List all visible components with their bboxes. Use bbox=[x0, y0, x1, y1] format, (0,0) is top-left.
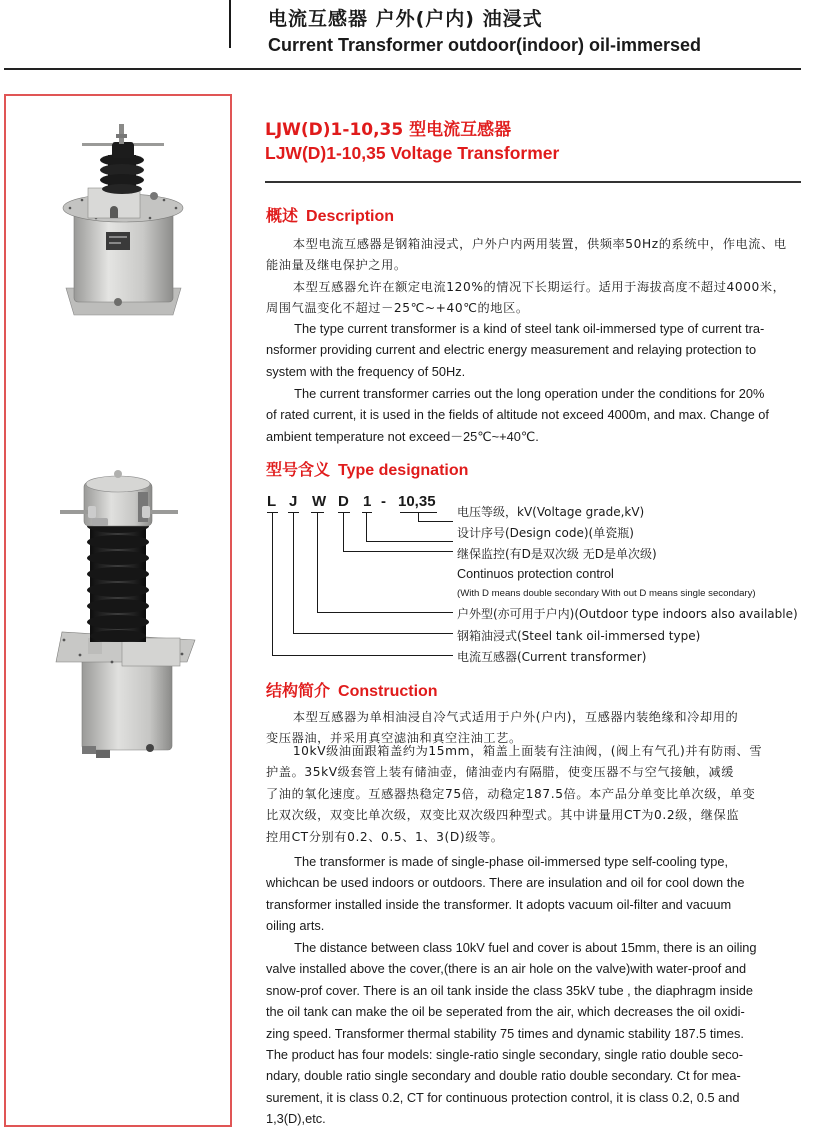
tree-connector-line bbox=[293, 512, 294, 634]
construction-heading-en: Construction bbox=[338, 683, 438, 700]
text-line: 护盖。35kV级套管上装有储油壶，储油壶内有隔腊，使变压器不与空气接触，减缓 bbox=[266, 765, 735, 780]
code-char-1: 1 bbox=[363, 493, 372, 510]
type-label-current-transformer: 电流互感器(Current transformer) bbox=[457, 650, 647, 664]
construction-heading bbox=[266, 678, 438, 701]
text-line: The current transformer carries out the long operation under the conditions for 20% bbox=[294, 386, 765, 401]
tree-connector-line bbox=[366, 512, 367, 542]
tree-connector-line bbox=[343, 551, 453, 552]
text-line: valve installed above the cover,(there is an air hole on the valve)with water-proof and bbox=[266, 961, 747, 977]
tree-connector-line bbox=[338, 512, 350, 513]
text-line: 了油的氧化速度。互感器热稳定75倍，动稳定187.5倍。本产品分单变比单次级，单变 bbox=[266, 786, 756, 801]
type-label-protection-note: (With D means double secondary With out D means single secondary) bbox=[457, 588, 756, 599]
text-line: 本型互感器为单相油浸自冷气式适用于户外(户内)，互感器内装绝缘和冷却用的 bbox=[292, 710, 739, 724]
text-line: 本型电流互感器是钢箱油浸式，户外户内两用装置，供频率50Hz的系统中，作电流、电 bbox=[292, 237, 787, 251]
tree-connector-line bbox=[317, 612, 453, 613]
type-label-protection-zh: 继保监控(有D是双次级 无D是单次级) bbox=[457, 547, 657, 561]
code-char-D: D bbox=[338, 493, 349, 510]
construction-paragraph-en-2 bbox=[266, 937, 804, 1130]
text-line: 10kV级油面跟箱盖约为15mm，箱盖上面装有注油阀，(阀上有气孔)并有防雨、雪 bbox=[292, 744, 763, 758]
construction-paragraph-en-1 bbox=[266, 851, 804, 937]
type-label-design-code: 设计序号(Design code)(单瓷瓶) bbox=[457, 526, 634, 540]
tree-connector-line bbox=[272, 512, 273, 656]
text-line: 能油量及继电保护之用。 bbox=[266, 258, 407, 273]
tree-connector-line bbox=[362, 512, 372, 513]
type-label-steel-tank: 钢箱油浸式(Steel tank oil-immersed type) bbox=[457, 629, 701, 643]
text-line: 1,3(D),etc. bbox=[266, 1111, 326, 1127]
code-char-L: L bbox=[267, 493, 277, 510]
text-line: whichcan be used indoors or outdoors. There are insulation and oil for cool down the bbox=[266, 875, 745, 891]
text-line: system with the frequency of 50Hz. bbox=[266, 363, 466, 379]
text-line: The distance between class 10kV fuel and cover is about 15mm, there is an oiling bbox=[294, 940, 757, 955]
code-char-voltage: 10,35 bbox=[398, 493, 436, 510]
code-char-W: W bbox=[312, 493, 327, 510]
construction-heading-zh: 结构简介 bbox=[266, 681, 331, 700]
text-line: oiling arts. bbox=[266, 918, 325, 934]
type-designation-heading-zh: 型号含义 bbox=[266, 460, 331, 479]
description-heading-zh: 概述 bbox=[266, 206, 299, 225]
text-line: 变压器油，并采用真空滤油和真空注油工艺。 bbox=[266, 731, 522, 746]
text-line: The transformer is made of single-phase oil-immersed type self-cooling type, bbox=[294, 854, 729, 869]
text-line: 本型互感器允许在额定电流120%的情况下长期运行。适用于海拔高度不超过4000米， bbox=[292, 280, 786, 294]
text-line: 控用CT分别有0.2、0.5、1、3(D)级等。 bbox=[266, 829, 504, 844]
type-designation-heading-en: Type designation bbox=[338, 462, 469, 479]
tree-connector-line bbox=[317, 512, 318, 613]
tree-connector-line bbox=[366, 541, 453, 542]
construction-paragraph-zh-2 bbox=[266, 741, 804, 848]
code-char-J: J bbox=[289, 493, 298, 510]
type-label-protection-en: Continuos protection control bbox=[457, 567, 614, 581]
text-line: ndary, double ratio single secondary and double ratio double secondary. Ct for mea- bbox=[266, 1068, 741, 1084]
text-line: nsformer providing current and electric energy measurement and relaying protection to bbox=[266, 342, 757, 358]
text-line: surement, it is class 0.2, CT for continuous protection control, it is class 0.2, 0.5 and bbox=[266, 1089, 740, 1105]
text-line: the oil tank can make the oil be seperated from the air, which decreases the oil oxidi- bbox=[266, 1004, 745, 1020]
description-heading-en: Description bbox=[306, 208, 395, 225]
text-line: 周围气温变化不超过－25℃~+40℃的地区。 bbox=[266, 301, 529, 316]
tree-connector-line bbox=[272, 655, 453, 656]
tree-connector-line bbox=[343, 512, 344, 552]
text-line: 比双次级，双变比单次级，双变比双次级四种型式。其中讲量用CT为0.2级，继保监 bbox=[266, 808, 740, 823]
text-line: The product has four models: single-ratio single secondary, single ratio double seco- bbox=[266, 1047, 744, 1063]
page-title-en: Current Transformer outdoor(indoor) oil-immersed bbox=[268, 35, 702, 55]
type-label-voltage-grade: 电压等级，kV(Voltage grade,kV) bbox=[457, 505, 645, 519]
type-label-outdoor-type: 户外型(亦可用于户内)(Outdoor type indoors also available) bbox=[457, 607, 798, 621]
text-line: snow-prof cover. There is an oil tank inside the class 35kV tube , the diaphragm inside bbox=[266, 982, 754, 998]
text-line: transformer installed inside the transformer. It adopts vacuum oil-filter and vacuum bbox=[266, 896, 732, 912]
tree-connector-line bbox=[293, 633, 453, 634]
code-char-dash: - bbox=[381, 493, 386, 510]
tree-connector-line bbox=[418, 521, 453, 522]
text-line: of rated current, it is used in the fields of altitude not exceed 4000m, and max. Change of bbox=[266, 407, 769, 423]
product-title-en: LJW(D)1-10,35 Voltage Transformer bbox=[265, 143, 560, 163]
text-line: ambient temperature not exceed－25℃~+40℃. bbox=[266, 428, 539, 444]
text-line: The type current transformer is a kind of steel tank oil-immersed type of current tra- bbox=[294, 321, 765, 336]
text-line: zing speed. Transformer thermal stability 75 times and dynamic stability 187.5 times. bbox=[266, 1025, 744, 1041]
page-title-zh: 电流互感器 户外(户内) 油浸式 bbox=[268, 8, 543, 30]
product-title-zh: LJW(D)1-10,35 型电流互感器 bbox=[265, 120, 512, 140]
